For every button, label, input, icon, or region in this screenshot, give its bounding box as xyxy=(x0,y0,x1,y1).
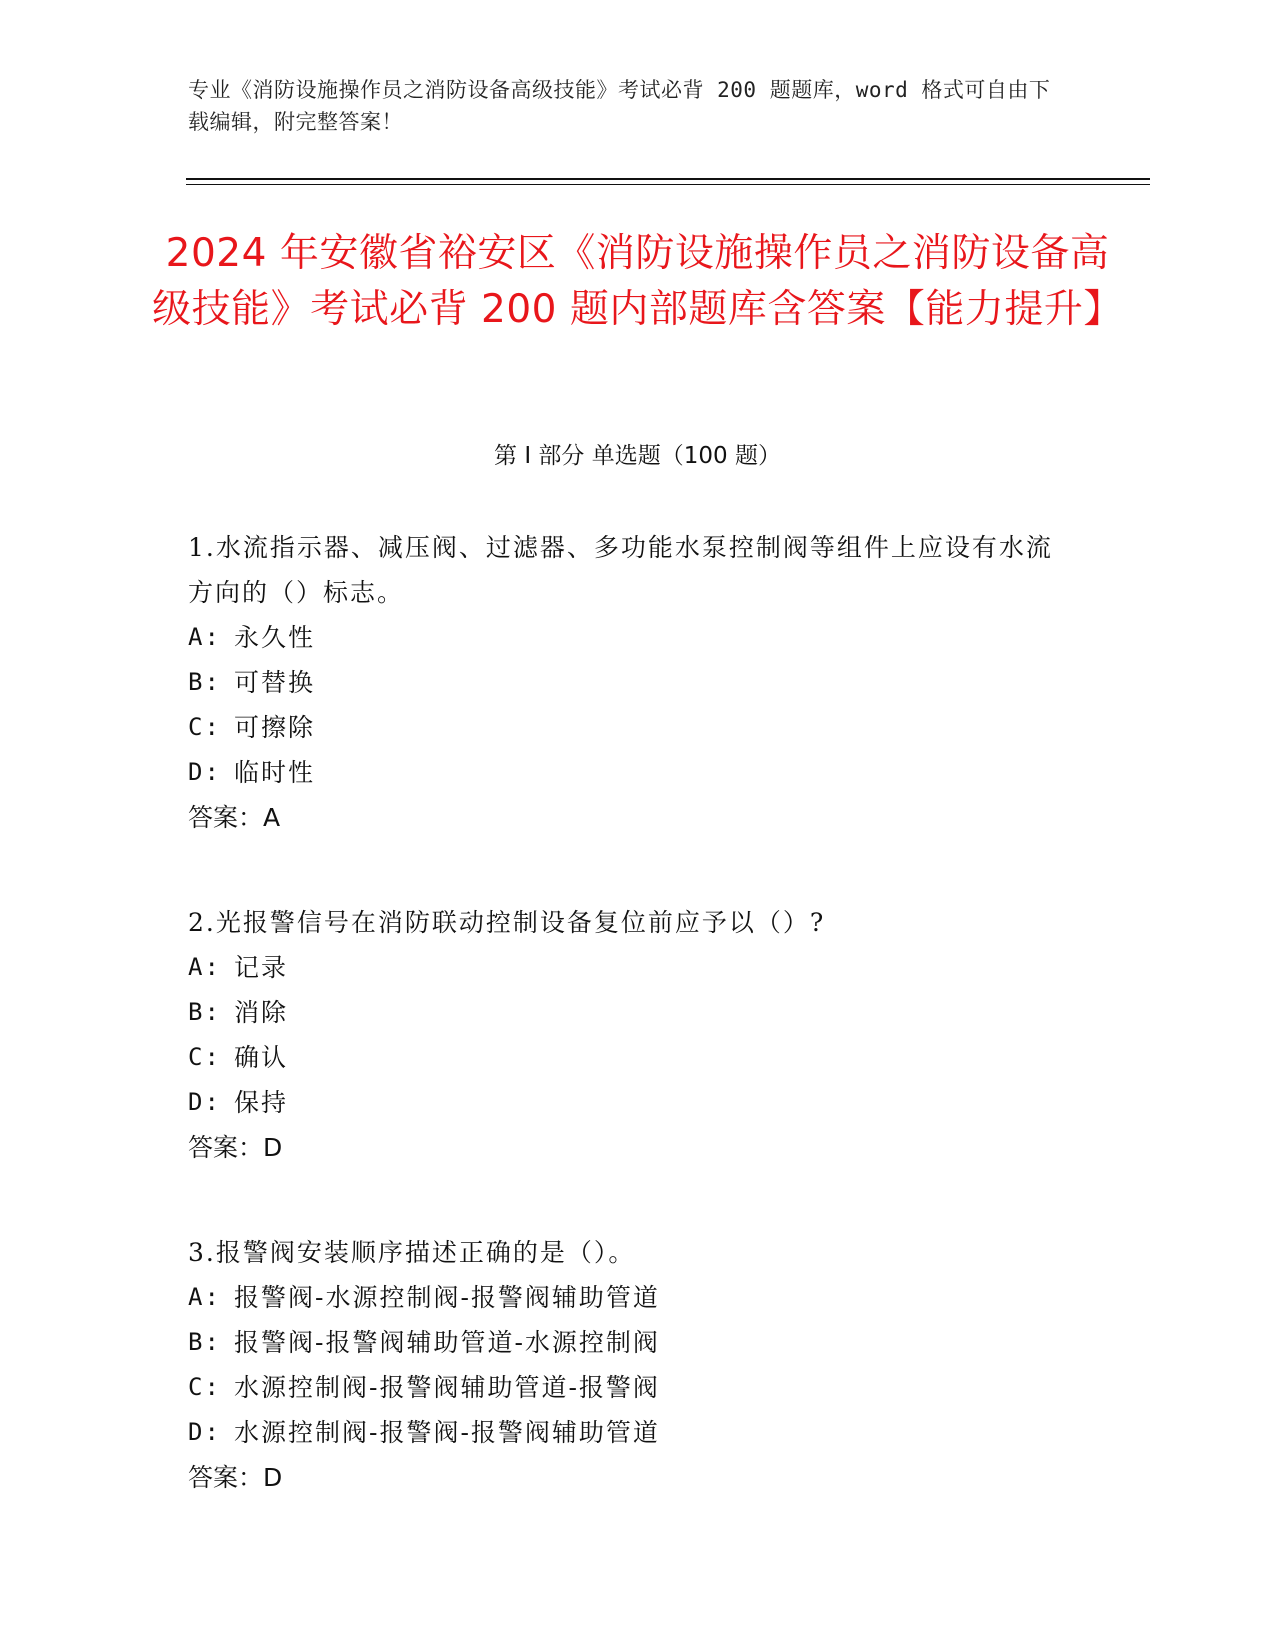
question-item xyxy=(188,900,1068,1170)
option-b xyxy=(188,1320,1068,1365)
option-letter: C: xyxy=(188,1043,221,1071)
option-c xyxy=(188,1035,1068,1080)
option-letter: B: xyxy=(188,998,221,1026)
option-letter: C: xyxy=(188,713,221,741)
answer-line: 答案：A xyxy=(188,803,281,832)
document-title: 2024 年安徽省裕安区《消防设施操作员之消防设备高级技能》考试必背 200 题内部题库含答案【能力提升】 xyxy=(152,231,1123,332)
option-text: 确认 xyxy=(234,1043,289,1072)
option-letter: A: xyxy=(188,1283,221,1311)
option-a xyxy=(188,945,1068,990)
option-text: 报警阀-水源控制阀-报警阀辅助管道 xyxy=(234,1283,660,1312)
option-text: 可替换 xyxy=(234,668,316,697)
option-c xyxy=(188,1365,1068,1410)
option-text: 可擦除 xyxy=(234,713,316,742)
question-stem: 3.报警阀安装顺序描述正确的是（）。 xyxy=(188,1238,636,1267)
option-text: 保持 xyxy=(234,1088,289,1117)
option-letter: B: xyxy=(188,668,221,696)
option-text: 消除 xyxy=(234,998,289,1027)
question-list xyxy=(188,525,1068,1560)
option-letter: D: xyxy=(188,758,221,786)
question-stem: 1.水流指示器、减压阀、过滤器、多功能水泵控制阀等组件上应设有水流方向的（）标志。 xyxy=(188,533,1053,607)
answer-line: 答案：D xyxy=(188,1463,283,1492)
option-text: 永久性 xyxy=(234,623,316,652)
option-letter: B: xyxy=(188,1328,221,1356)
option-letter: D: xyxy=(188,1418,221,1446)
option-letter: D: xyxy=(188,1088,221,1116)
option-d xyxy=(188,750,1068,795)
option-b xyxy=(188,990,1068,1035)
header-divider-thick xyxy=(186,178,1150,180)
option-letter: A: xyxy=(188,953,221,981)
header-note: 专业《消防设施操作员之消防设备高级技能》考试必背 200 题题库，word 格式可自由下载编辑，附完整答案！ xyxy=(188,78,1051,134)
option-text: 水源控制阀-报警阀-报警阀辅助管道 xyxy=(234,1418,660,1447)
section-heading: 第 I 部分 单选题（100 题） xyxy=(494,443,781,469)
answer-line: 答案：D xyxy=(188,1133,283,1162)
option-text: 水源控制阀-报警阀辅助管道-报警阀 xyxy=(234,1373,660,1402)
option-d xyxy=(188,1410,1068,1455)
option-letter: A: xyxy=(188,623,221,651)
option-c xyxy=(188,705,1068,750)
option-a xyxy=(188,1275,1068,1320)
question-item xyxy=(188,1230,1068,1500)
option-letter: C: xyxy=(188,1373,221,1401)
option-a xyxy=(188,615,1068,660)
option-text: 临时性 xyxy=(234,758,316,787)
header-divider-thin xyxy=(186,184,1150,185)
option-text: 报警阀-报警阀辅助管道-水源控制阀 xyxy=(234,1328,660,1357)
option-b xyxy=(188,660,1068,705)
question-stem: 2.光报警信号在消防联动控制设备复位前应予以（）? xyxy=(188,908,826,937)
option-text: 记录 xyxy=(234,953,289,982)
question-item xyxy=(188,525,1068,840)
option-d xyxy=(188,1080,1068,1125)
